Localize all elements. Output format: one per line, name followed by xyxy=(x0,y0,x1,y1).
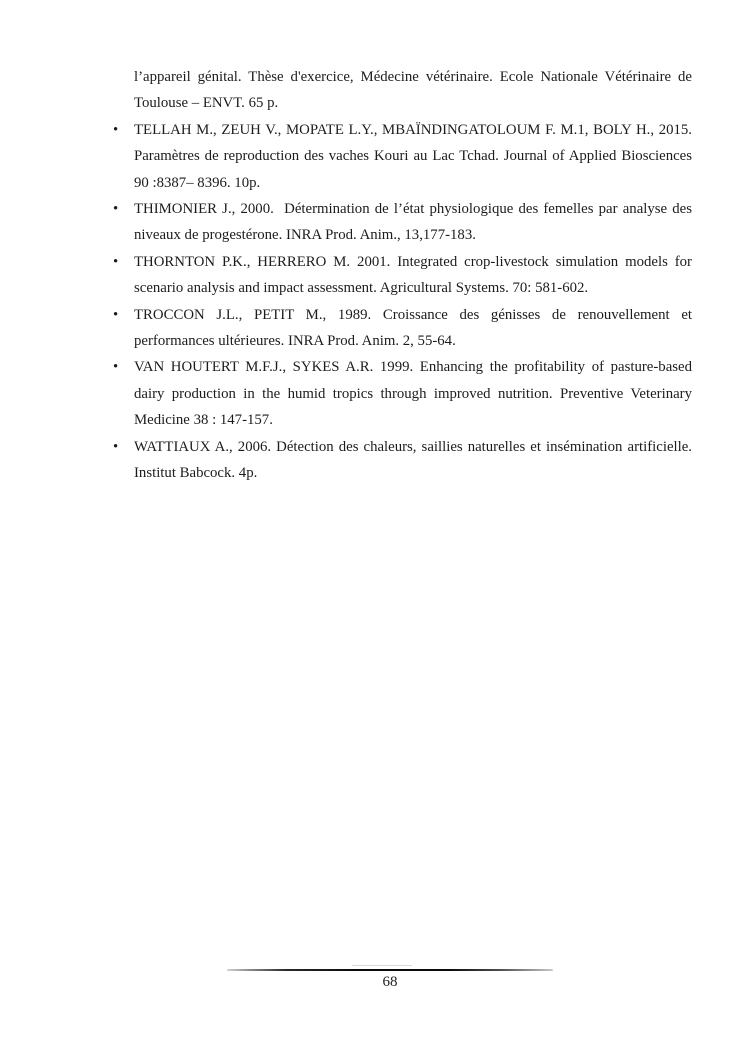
page-number: 68 xyxy=(382,974,398,990)
reference-item xyxy=(113,434,692,487)
continuation-paragraph: l’appareil génital. Thèse d'exercice, Médecine vétérinaire. Ecole Nationale Vétérinaire de Toulouse – ENVT. 65 p. xyxy=(134,69,692,112)
reference-text: VAN HOUTERT M.F.J., SYKES A.R. 1999. Enhancing the profitability of pasture-based dairy production in the humid tropics through improved nutrition. Preventive Veterinary Medicine 38 : 147-157. xyxy=(134,359,692,429)
bullet-icon: • xyxy=(113,438,119,455)
reference-item xyxy=(113,302,692,355)
reference-item xyxy=(113,196,692,249)
bullet-icon: • xyxy=(113,306,119,323)
reference-text: TROCCON J.L., PETIT M., 1989. Croissance des génisses de renouvellement et performances ultérieures. INRA Prod. Anim. 2, 55-64. xyxy=(134,306,692,350)
bullet-icon: • xyxy=(113,253,119,270)
bullet-icon: • xyxy=(113,201,119,218)
footer-rule-faint xyxy=(352,965,412,966)
reference-text: WATTIAUX A., 2006. Détection des chaleurs, saillies naturelles et insémination artificielle. Institut Babcock. 4p. xyxy=(134,438,692,482)
reference-text: TELLAH M., ZEUH V., MOPATE L.Y., MBAÏNDINGATOLOUM F. M.1, BOLY H., 2015. Paramètres de reproduction des vaches Kouri au Lac Tchad. Journal of Applied Biosciences 90 :8387– 8396. 10p. xyxy=(134,121,692,191)
references-section xyxy=(113,64,692,487)
reference-item xyxy=(113,249,692,302)
footer-rule xyxy=(227,969,553,971)
reference-item xyxy=(113,354,692,433)
reference-text: THORNTON P.K., HERRERO M. 2001. Integrated crop-livestock simulation models for scenario analysis and impact assessment. Agricultural Systems. 70: 581-602. xyxy=(134,253,692,297)
bullet-icon: • xyxy=(113,359,119,376)
reference-item xyxy=(113,117,692,196)
reference-list xyxy=(113,117,692,487)
bullet-icon: • xyxy=(113,121,119,138)
reference-text: THIMONIER J., 2000. Détermination de l’état physiologique des femelles par analyse des niveaux de progestérone. INRA Prod. Anim., 13,177-183. xyxy=(134,201,692,244)
